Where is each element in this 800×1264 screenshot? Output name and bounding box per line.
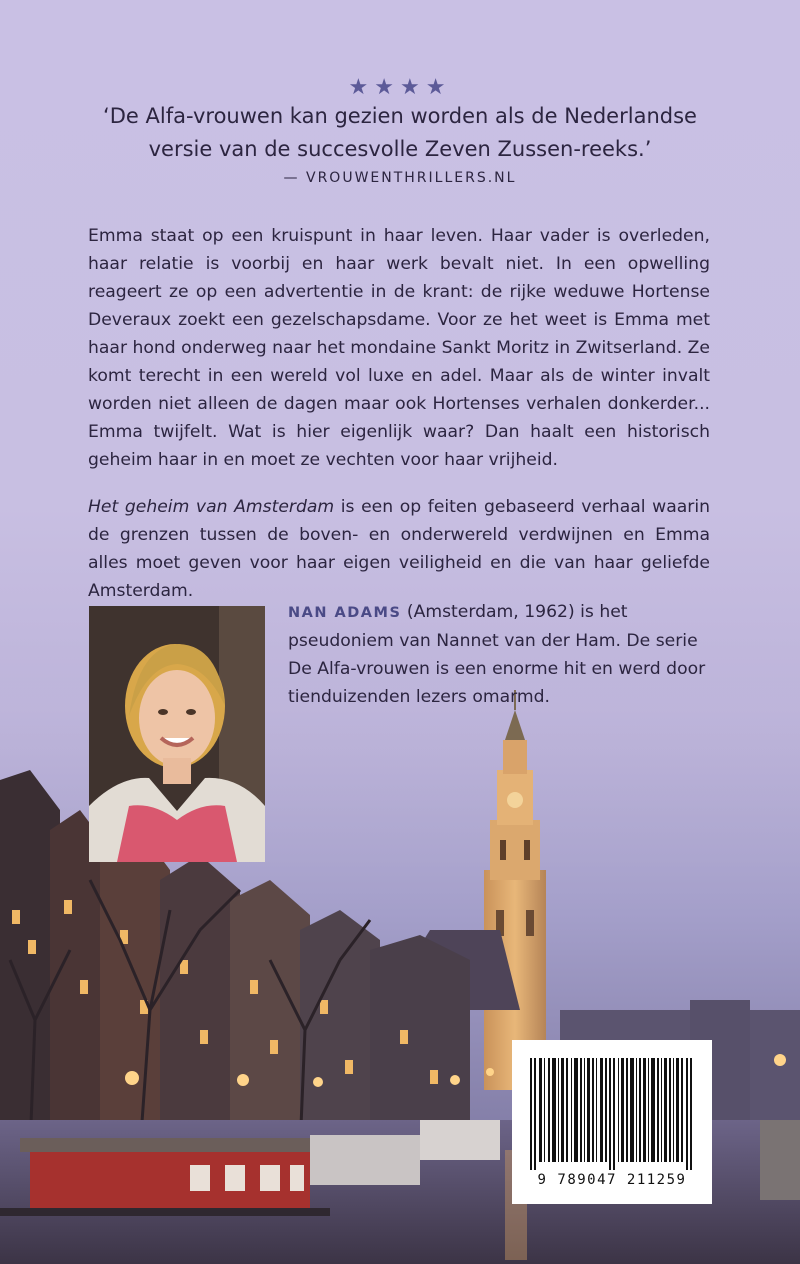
review-quote-line: ‘De Alfa-vrouwen kan gezien worden als de Nederlandse [103,104,697,128]
synopsis-text: is een op feiten gebaseerd verhaal waarin de grenzen tussen de boven- en onderwereld verdwijnen en Emma alles moet geven voor haar eigen veiligheid en die van haar geliefde Amsterdam. [88,497,711,601]
isbn-barcode [512,1040,712,1204]
barcode-bars [530,1058,694,1170]
review-source: — VROUWENTHRILLERS.NL [283,170,517,186]
review-quote [60,100,740,166]
author-name: NAN ADAMS [288,605,402,621]
author-photo [89,606,265,862]
synopsis-paragraph: Emma staat op een kruispunt in haar leven. Haar vader is overleden, haar relatie is voorbij en haar werk bevalt niet. In een opwelling reageert ze op een advertentie in de krant: de rijke weduwe Hortense Deveraux zoekt een gezelschapsdame. Voor ze het weet is Emma met haar hond onderweg naar het mondaine Sankt Moritz in Zwitserland. Ze komt terecht in een wereld vol luxe en adel. Maar als de winter invalt worden niet alleen de dagen maar ook Hortenses verhalen donkerder... Emma twijfelt. Wat is hier eigenlijk waar? Dan haalt een historisch geheim haar in en moet ze vechten voor haar vrijheid. [88,226,710,470]
author-bio-text: (Amsterdam, 1962) is het pseudoniem van Nannet van der Ham. De serie De Alfa-vrouwen is een enorme hit en werd door tienduizenden lezers omarmd. [288,602,706,707]
author-portrait-illustration [89,606,265,862]
review-quote-line: versie van de succesvolle Zeven Zussen-reeks.’ [148,137,652,161]
synopsis-paragraph [88,493,710,605]
isbn-number: 9 789047 211259 [537,1172,687,1188]
author-bio [288,598,718,711]
rating-stars: ★★★★ [348,75,452,100]
book-title: Het geheim van Amsterdam [88,497,335,517]
